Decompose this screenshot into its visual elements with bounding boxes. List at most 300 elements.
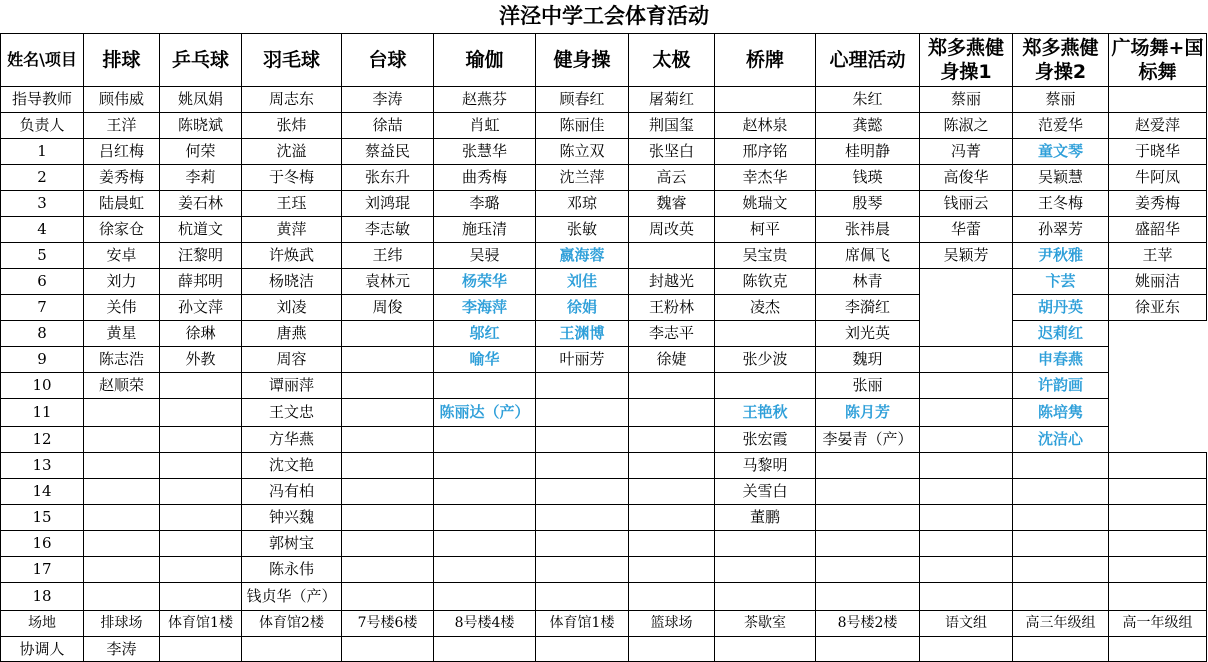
member-cell <box>434 557 536 583</box>
member-cell: 王文忠 <box>242 399 342 427</box>
member-cell <box>160 373 242 399</box>
table-row <box>1 321 1207 347</box>
teacher-cell <box>715 87 816 113</box>
teacher-cell: 周志东 <box>242 87 342 113</box>
member-cell <box>536 531 629 557</box>
member-cell: 杨晓洁 <box>242 269 342 295</box>
column-header: 心理活动 <box>816 34 920 87</box>
member-cell <box>629 427 715 453</box>
row-number: 16 <box>1 531 84 557</box>
member-cell: 杨荣华 <box>434 269 536 295</box>
header-corner-label: 姓名\项目 <box>1 34 84 87</box>
member-cell <box>1013 531 1109 557</box>
member-cell <box>1013 583 1109 611</box>
member-cell: 钱丽云 <box>920 191 1013 217</box>
member-cell <box>84 427 160 453</box>
member-cell: 吴颖芳 <box>920 243 1013 269</box>
member-cell: 卞芸 <box>1013 269 1109 295</box>
member-cell: 张慧华 <box>434 139 536 165</box>
member-cell: 高云 <box>629 165 715 191</box>
member-cell: 方华燕 <box>242 427 342 453</box>
teacher-cell: 蔡丽 <box>920 87 1013 113</box>
lead-cell: 赵爱萍 <box>1109 113 1207 139</box>
member-cell: 郭树宝 <box>242 531 342 557</box>
member-cell: 李志平 <box>629 321 715 347</box>
member-cell: 桂明静 <box>816 139 920 165</box>
lead-cell: 陈晓斌 <box>160 113 242 139</box>
member-cell: 许焕武 <box>242 243 342 269</box>
member-cell: 尹秋雅 <box>1013 243 1109 269</box>
member-cell: 姜秀梅 <box>84 165 160 191</box>
member-cell: 张坚白 <box>629 139 715 165</box>
member-cell: 姚瑞文 <box>715 191 816 217</box>
member-cell <box>342 583 434 611</box>
member-cell <box>536 453 629 479</box>
member-cell <box>536 505 629 531</box>
member-cell: 沈文艳 <box>242 453 342 479</box>
member-cell: 柯平 <box>715 217 816 243</box>
member-cell <box>629 399 715 427</box>
member-cell: 陈钦克 <box>715 269 816 295</box>
member-cell: 张敏 <box>536 217 629 243</box>
member-cell: 林青 <box>816 269 920 295</box>
member-cell: 盛韶华 <box>1109 217 1207 243</box>
member-cell <box>434 583 536 611</box>
teacher-cell: 李涛 <box>342 87 434 113</box>
member-cell: 牛阿凤 <box>1109 165 1207 191</box>
table-row <box>1 373 1207 399</box>
row-number: 12 <box>1 427 84 453</box>
member-cell: 童文琴 <box>1013 139 1109 165</box>
place-cell: 语文组 <box>920 611 1013 637</box>
lead-row-label: 负责人 <box>1 113 84 139</box>
member-cell: 王冬梅 <box>1013 191 1109 217</box>
column-header: 台球 <box>342 34 434 87</box>
empty-cell <box>342 637 434 662</box>
member-cell: 张丽 <box>816 373 920 399</box>
member-cell: 封越光 <box>629 269 715 295</box>
row-number: 11 <box>1 399 84 427</box>
row-number: 3 <box>1 191 84 217</box>
member-cell: 刘力 <box>84 269 160 295</box>
coordinator-cell: 李涛 <box>84 637 160 662</box>
member-cell <box>920 295 1013 321</box>
member-cell: 李海萍 <box>434 295 536 321</box>
teacher-cell: 朱红 <box>816 87 920 113</box>
member-cell: 施珏清 <box>434 217 536 243</box>
lead-cell: 荆国玺 <box>629 113 715 139</box>
member-cell <box>1109 505 1207 531</box>
member-cell <box>536 427 629 453</box>
table-row <box>1 347 1207 373</box>
member-cell <box>715 321 816 347</box>
member-cell <box>629 557 715 583</box>
member-cell: 唐燕 <box>242 321 342 347</box>
empty-cell <box>536 637 629 662</box>
member-cell: 董鹏 <box>715 505 816 531</box>
member-cell: 刘光英 <box>816 321 920 347</box>
member-cell: 汪黎明 <box>160 243 242 269</box>
member-cell <box>342 557 434 583</box>
row-number: 10 <box>1 373 84 399</box>
place-cell: 排球场 <box>84 611 160 637</box>
member-cell: 陈永伟 <box>242 557 342 583</box>
row-number: 4 <box>1 217 84 243</box>
member-cell <box>920 373 1013 399</box>
member-cell <box>84 557 160 583</box>
place-row-label: 场地 <box>1 611 84 637</box>
lead-cell: 张炜 <box>242 113 342 139</box>
member-cell <box>84 453 160 479</box>
member-cell: 许韵画 <box>1013 373 1109 399</box>
member-cell <box>160 531 242 557</box>
table-row <box>1 453 1207 479</box>
row-number: 9 <box>1 347 84 373</box>
member-cell <box>84 583 160 611</box>
member-cell: 申春燕 <box>1013 347 1109 373</box>
row-number: 8 <box>1 321 84 347</box>
member-cell <box>1109 557 1207 583</box>
place-row <box>1 611 1207 637</box>
column-header: 广场舞+国标舞 <box>1109 34 1207 87</box>
teacher-cell: 顾春红 <box>536 87 629 113</box>
member-cell <box>920 399 1013 427</box>
header-row <box>1 34 1207 87</box>
member-cell <box>1109 427 1207 453</box>
table-row <box>1 191 1207 217</box>
member-cell: 凌杰 <box>715 295 816 321</box>
member-cell: 孙文萍 <box>160 295 242 321</box>
member-cell: 胡丹英 <box>1013 295 1109 321</box>
sheet-title: 洋泾中学工会体育活动 <box>499 4 709 28</box>
member-cell <box>629 505 715 531</box>
member-cell <box>342 479 434 505</box>
place-cell: 体育馆1楼 <box>536 611 629 637</box>
column-header: 健身操 <box>536 34 629 87</box>
member-cell: 安卓 <box>84 243 160 269</box>
member-cell: 关雪白 <box>715 479 816 505</box>
member-cell: 陆晨虹 <box>84 191 160 217</box>
member-cell: 徐亚东 <box>1109 295 1207 321</box>
member-cell: 李璐 <box>434 191 536 217</box>
member-cell: 姚丽洁 <box>1109 269 1207 295</box>
member-cell <box>434 479 536 505</box>
table-row <box>1 217 1207 243</box>
member-cell: 关伟 <box>84 295 160 321</box>
member-cell: 钟兴魏 <box>242 505 342 531</box>
column-header: 郑多燕健身操1 <box>920 34 1013 87</box>
table-row <box>1 165 1207 191</box>
member-cell <box>629 243 715 269</box>
empty-cell <box>629 637 715 662</box>
member-cell: 赵顺荣 <box>84 373 160 399</box>
member-cell: 李晏青（产） <box>816 427 920 453</box>
member-cell: 李莉 <box>160 165 242 191</box>
member-cell <box>1109 373 1207 399</box>
place-cell: 8号楼4楼 <box>434 611 536 637</box>
member-cell <box>920 453 1013 479</box>
empty-cell <box>715 637 816 662</box>
member-cell: 陈立双 <box>536 139 629 165</box>
member-cell <box>160 479 242 505</box>
member-cell: 刘鸿琨 <box>342 191 434 217</box>
member-cell: 邢序铭 <box>715 139 816 165</box>
member-cell <box>84 505 160 531</box>
member-cell: 黄萍 <box>242 217 342 243</box>
member-cell: 李志敏 <box>342 217 434 243</box>
teacher-row-label: 指导教师 <box>1 87 84 113</box>
empty-cell <box>1109 637 1207 662</box>
member-cell <box>434 453 536 479</box>
member-cell: 马黎明 <box>715 453 816 479</box>
member-cell: 王艳秋 <box>715 399 816 427</box>
member-cell <box>1109 479 1207 505</box>
member-cell <box>536 373 629 399</box>
teacher-cell: 蔡丽 <box>1013 87 1109 113</box>
member-cell: 何荣 <box>160 139 242 165</box>
member-cell: 刘凌 <box>242 295 342 321</box>
member-cell <box>342 531 434 557</box>
member-cell: 吴颖慧 <box>1013 165 1109 191</box>
member-cell <box>434 505 536 531</box>
lead-cell: 王洋 <box>84 113 160 139</box>
member-cell <box>629 373 715 399</box>
member-cell: 钱瑛 <box>816 165 920 191</box>
member-cell <box>342 453 434 479</box>
member-cell: 王粉林 <box>629 295 715 321</box>
member-cell: 张祎晨 <box>816 217 920 243</box>
member-cell: 孙翠芳 <box>1013 217 1109 243</box>
member-cell <box>160 505 242 531</box>
teacher-cell: 赵燕芬 <box>434 87 536 113</box>
member-cell <box>920 505 1013 531</box>
member-cell <box>715 557 816 583</box>
member-cell <box>920 321 1013 347</box>
member-cell <box>1013 505 1109 531</box>
table-row <box>1 557 1207 583</box>
member-cell: 华蕾 <box>920 217 1013 243</box>
member-cell <box>715 583 816 611</box>
empty-cell <box>816 637 920 662</box>
activity-table <box>0 33 1207 662</box>
row-number: 5 <box>1 243 84 269</box>
member-cell <box>536 583 629 611</box>
place-cell: 篮球场 <box>629 611 715 637</box>
member-cell: 张宏霞 <box>715 427 816 453</box>
member-cell <box>536 399 629 427</box>
row-number: 14 <box>1 479 84 505</box>
member-cell <box>629 479 715 505</box>
member-cell <box>920 427 1013 453</box>
member-cell: 袁林元 <box>342 269 434 295</box>
member-cell: 魏睿 <box>629 191 715 217</box>
member-cell: 高俊华 <box>920 165 1013 191</box>
member-cell <box>160 427 242 453</box>
lead-cell: 范爱华 <box>1013 113 1109 139</box>
member-cell <box>1109 453 1207 479</box>
member-cell: 周容 <box>242 347 342 373</box>
teacher-row <box>1 87 1207 113</box>
member-cell <box>920 557 1013 583</box>
member-cell: 徐娟 <box>536 295 629 321</box>
member-cell <box>816 505 920 531</box>
member-cell: 沈溢 <box>242 139 342 165</box>
member-cell: 姜石林 <box>160 191 242 217</box>
member-cell <box>160 399 242 427</box>
member-cell: 薛邦明 <box>160 269 242 295</box>
member-cell: 黄星 <box>84 321 160 347</box>
table-row <box>1 583 1207 611</box>
member-cell <box>1013 453 1109 479</box>
column-header: 郑多燕健身操2 <box>1013 34 1109 87</box>
member-cell: 陈月芳 <box>816 399 920 427</box>
member-cell <box>816 583 920 611</box>
column-header: 排球 <box>84 34 160 87</box>
member-cell: 周俊 <box>342 295 434 321</box>
table-row <box>1 139 1207 165</box>
member-cell: 姜秀梅 <box>1109 191 1207 217</box>
member-cell <box>434 427 536 453</box>
table-row <box>1 295 1207 321</box>
member-cell <box>342 321 434 347</box>
place-cell: 7号楼6楼 <box>342 611 434 637</box>
member-cell: 于冬梅 <box>242 165 342 191</box>
member-cell: 沈洁心 <box>1013 427 1109 453</box>
lead-cell: 徐喆 <box>342 113 434 139</box>
member-cell: 外教 <box>160 347 242 373</box>
row-number: 15 <box>1 505 84 531</box>
member-cell <box>342 505 434 531</box>
table-row <box>1 531 1207 557</box>
member-cell: 邬红 <box>434 321 536 347</box>
empty-cell <box>1013 637 1109 662</box>
teacher-cell: 屠菊红 <box>629 87 715 113</box>
column-header: 乒乓球 <box>160 34 242 87</box>
column-header: 瑜伽 <box>434 34 536 87</box>
member-cell: 张少波 <box>715 347 816 373</box>
row-number: 13 <box>1 453 84 479</box>
row-number: 1 <box>1 139 84 165</box>
member-cell <box>1109 531 1207 557</box>
member-cell: 徐家仓 <box>84 217 160 243</box>
member-cell <box>816 531 920 557</box>
member-cell <box>1109 321 1207 347</box>
member-cell: 冯菁 <box>920 139 1013 165</box>
member-cell <box>629 453 715 479</box>
member-cell <box>536 557 629 583</box>
member-cell: 张东升 <box>342 165 434 191</box>
teacher-cell: 顾伟威 <box>84 87 160 113</box>
member-cell: 蔡益民 <box>342 139 434 165</box>
column-header: 羽毛球 <box>242 34 342 87</box>
member-cell <box>715 531 816 557</box>
member-cell: 杭道文 <box>160 217 242 243</box>
member-cell: 刘佳 <box>536 269 629 295</box>
member-cell: 王纬 <box>342 243 434 269</box>
member-cell: 陈志浩 <box>84 347 160 373</box>
member-cell: 沈兰萍 <box>536 165 629 191</box>
member-cell <box>84 479 160 505</box>
member-cell: 邓琼 <box>536 191 629 217</box>
place-cell: 高一年级组 <box>1109 611 1207 637</box>
column-header: 太极 <box>629 34 715 87</box>
member-cell <box>342 427 434 453</box>
lead-cell: 肖虹 <box>434 113 536 139</box>
member-cell <box>1013 557 1109 583</box>
member-cell: 喻华 <box>434 347 536 373</box>
member-cell: 殷琴 <box>816 191 920 217</box>
place-cell: 体育馆2楼 <box>242 611 342 637</box>
lead-cell: 龚懿 <box>816 113 920 139</box>
member-cell: 王苹 <box>1109 243 1207 269</box>
member-cell <box>1109 399 1207 427</box>
table-body <box>1 34 1207 662</box>
member-cell <box>1013 479 1109 505</box>
member-cell: 叶丽芳 <box>536 347 629 373</box>
member-cell: 吴宝贵 <box>715 243 816 269</box>
table-row <box>1 505 1207 531</box>
member-cell: 吴骎 <box>434 243 536 269</box>
member-cell <box>84 399 160 427</box>
member-cell <box>629 583 715 611</box>
member-cell: 曲秀梅 <box>434 165 536 191</box>
table-row <box>1 269 1207 295</box>
member-cell <box>1109 583 1207 611</box>
place-cell: 8号楼2楼 <box>816 611 920 637</box>
coordinator-row <box>1 637 1207 662</box>
member-cell <box>920 347 1013 373</box>
table-row <box>1 427 1207 453</box>
empty-cell <box>920 637 1013 662</box>
table-row <box>1 399 1207 427</box>
row-number: 7 <box>1 295 84 321</box>
lead-row <box>1 113 1207 139</box>
member-cell: 冯有柏 <box>242 479 342 505</box>
member-cell: 王渊博 <box>536 321 629 347</box>
member-cell <box>920 531 1013 557</box>
teacher-cell <box>1109 87 1207 113</box>
place-cell: 茶歇室 <box>715 611 816 637</box>
member-cell <box>434 531 536 557</box>
row-number: 18 <box>1 583 84 611</box>
member-cell: 徐婕 <box>629 347 715 373</box>
member-cell: 席佩飞 <box>816 243 920 269</box>
member-cell <box>920 583 1013 611</box>
member-cell <box>160 583 242 611</box>
member-cell <box>342 347 434 373</box>
member-cell <box>816 557 920 583</box>
empty-cell <box>242 637 342 662</box>
member-cell: 幸杰华 <box>715 165 816 191</box>
member-cell: 谭丽萍 <box>242 373 342 399</box>
member-cell <box>434 373 536 399</box>
member-cell <box>342 373 434 399</box>
member-cell: 李漪红 <box>816 295 920 321</box>
member-cell: 钱贞华（产） <box>242 583 342 611</box>
member-cell <box>342 399 434 427</box>
column-header: 桥牌 <box>715 34 816 87</box>
member-cell: 陈培隽 <box>1013 399 1109 427</box>
member-cell <box>920 479 1013 505</box>
member-cell: 嬴海蓉 <box>536 243 629 269</box>
member-cell: 徐琳 <box>160 321 242 347</box>
member-cell: 吕红梅 <box>84 139 160 165</box>
place-cell: 高三年级组 <box>1013 611 1109 637</box>
lead-cell: 陈淑之 <box>920 113 1013 139</box>
teacher-cell: 姚凤娟 <box>160 87 242 113</box>
coordinator-row-label: 协调人 <box>1 637 84 662</box>
lead-cell: 赵林泉 <box>715 113 816 139</box>
